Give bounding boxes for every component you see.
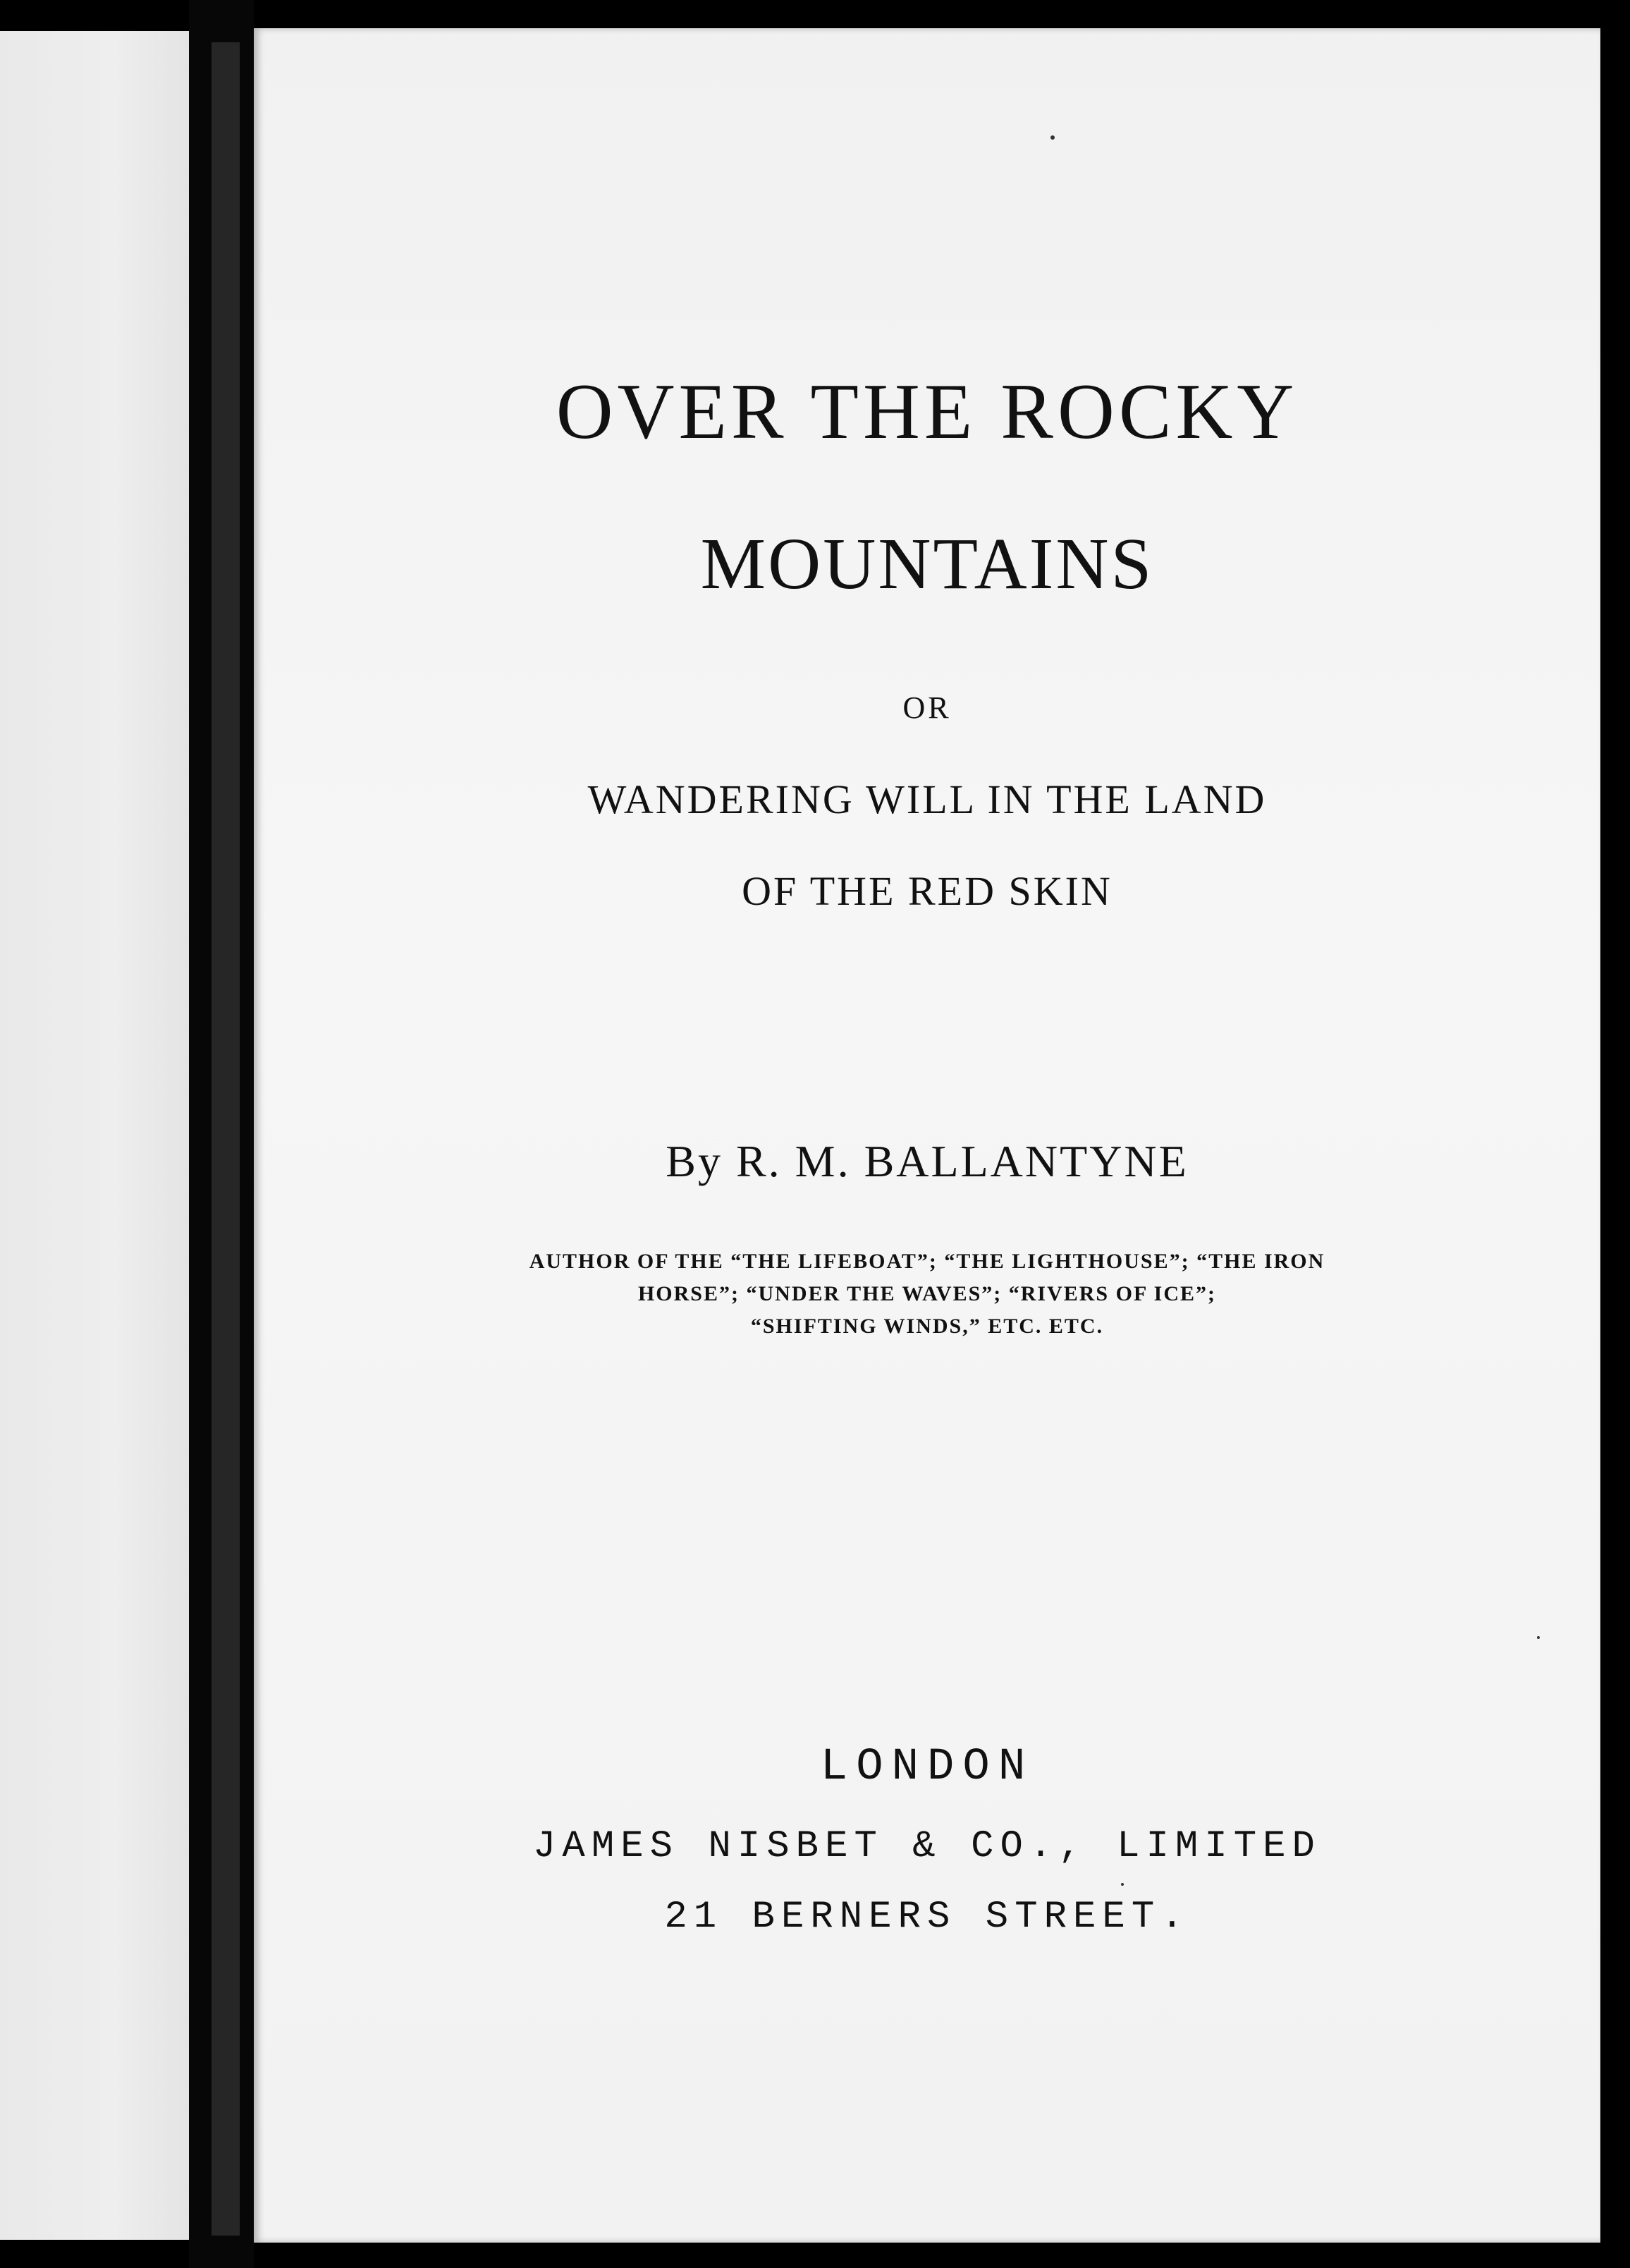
- gutter-shadow: [212, 42, 240, 2236]
- credits-line-2: HORSE”; “UNDER THE WAVES”; “RIVERS OF ICE”;: [637, 1282, 1217, 1305]
- author-credits: [254, 1245, 1600, 1343]
- paper-speck: [1121, 1883, 1124, 1886]
- paper-speck: [1537, 1636, 1540, 1639]
- book-title-line-2: MOUNTAINS: [700, 523, 1154, 604]
- left-page-edge: [0, 31, 189, 2240]
- author-byline: By R. M. BALLANTYNE: [666, 1136, 1189, 1186]
- imprint-publisher: JAMES NISBET & CO., LIMITED: [533, 1825, 1321, 1868]
- credits-line-3: “SHIFTING WINDS,” ETC. ETC.: [750, 1315, 1104, 1338]
- paper-speck: [1050, 135, 1055, 140]
- imprint-city: LONDON: [820, 1742, 1034, 1793]
- title-page: [254, 28, 1600, 2243]
- book-title-line-1: OVER THE ROCKY: [556, 368, 1299, 456]
- subtitle-line-2: OF THE RED SKIN: [742, 868, 1113, 914]
- subtitle-line-1: WANDERING WILL IN THE LAND: [587, 776, 1267, 822]
- title-connector: OR: [902, 690, 952, 725]
- credits-line-1: AUTHOR OF THE “THE LIFEBOAT”; “THE LIGHTHOUSE”; “THE IRON: [529, 1250, 1325, 1273]
- imprint-address: 21 BERNERS STREET.: [664, 1896, 1190, 1939]
